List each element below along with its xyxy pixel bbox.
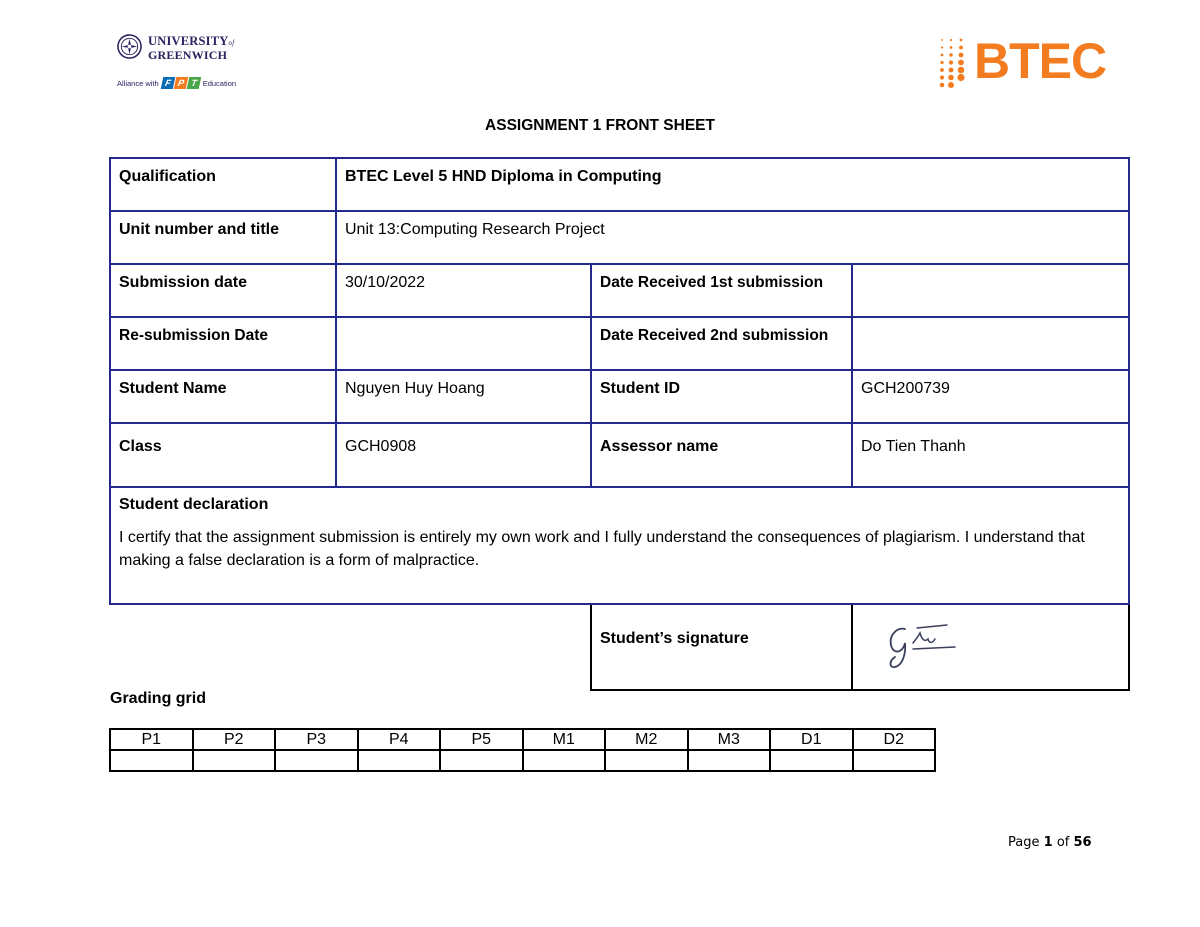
grading-grid-value-row xyxy=(110,750,935,771)
unit-label: Unit number and title xyxy=(110,211,336,264)
declaration-row xyxy=(110,487,1129,604)
student-row xyxy=(110,370,1129,423)
greenwich-seal-icon xyxy=(117,34,142,59)
student-name-value: Nguyen Huy Hoang xyxy=(336,370,591,423)
grade-header-m2: M2 xyxy=(605,729,688,750)
class-value: GCH0908 xyxy=(336,423,591,487)
declaration-cell xyxy=(110,487,1129,604)
signature-row xyxy=(110,604,1129,690)
grade-cell-m3 xyxy=(688,750,771,771)
resubmission-value xyxy=(336,317,591,370)
grade-header-m3: M3 xyxy=(688,729,771,750)
grade-cell-p2 xyxy=(193,750,276,771)
grade-header-p5: P5 xyxy=(440,729,523,750)
alliance-text: Alliance with xyxy=(117,78,159,88)
unit-value: Unit 13:Computing Research Project xyxy=(336,211,1129,264)
student-id-label: Student ID xyxy=(591,370,852,423)
grade-cell-p4 xyxy=(358,750,441,771)
qualification-label: Qualification xyxy=(110,158,336,211)
grade-header-p2: P2 xyxy=(193,729,276,750)
document-title: ASSIGNMENT 1 FRONT SHEET xyxy=(485,117,715,134)
student-id-value: GCH200739 xyxy=(852,370,1129,423)
btec-dot xyxy=(941,54,944,57)
declaration-title: Student declaration xyxy=(119,496,269,513)
assessor-label: Assessor name xyxy=(591,423,852,487)
assessor-value: Do Tien Thanh xyxy=(852,423,1129,487)
submission-row xyxy=(110,264,1129,317)
grade-header-d1: D1 xyxy=(770,729,853,750)
grading-grid-header-row xyxy=(110,729,935,750)
grading-grid xyxy=(109,728,936,772)
student-name-label: Student Name xyxy=(110,370,336,423)
fpt-letter: T xyxy=(186,77,201,89)
unit-row xyxy=(110,211,1129,264)
btec-dot xyxy=(950,39,952,41)
grade-header-p4: P4 xyxy=(358,729,441,750)
university-of-greenwich-logo xyxy=(117,33,252,93)
btec-dot xyxy=(959,46,963,50)
btec-dot xyxy=(940,83,945,88)
resubmission-label: Re-submission Date xyxy=(110,317,336,370)
grade-cell-m2 xyxy=(605,750,688,771)
submission-date-label: Submission date xyxy=(110,264,336,317)
fpt-letter: F xyxy=(160,77,175,89)
grade-cell-p1 xyxy=(110,750,193,771)
grade-header-d2: D2 xyxy=(853,729,936,750)
submission-date-value: 30/10/2022 xyxy=(336,264,591,317)
btec-dot xyxy=(940,75,944,79)
grade-cell-p5 xyxy=(440,750,523,771)
btec-dot xyxy=(949,60,953,64)
date-received-1-label: Date Received 1st submission xyxy=(591,264,852,317)
btec-dot xyxy=(959,53,964,58)
date-received-2-label: Date Received 2nd submission xyxy=(591,317,852,370)
date-received-2-value xyxy=(852,317,1129,370)
btec-logo xyxy=(936,34,1121,94)
btec-dot xyxy=(940,68,944,72)
class-row xyxy=(110,423,1129,487)
fpt-alliance-line xyxy=(117,77,236,89)
grade-cell-p3 xyxy=(275,750,358,771)
qualification-value: BTEC Level 5 HND Diploma in Computing xyxy=(336,158,1129,211)
page-number: Page 1 of 56 xyxy=(1008,835,1092,850)
grade-header-m1: M1 xyxy=(523,729,606,750)
btec-dot xyxy=(940,61,943,64)
btec-dot xyxy=(941,39,943,41)
fpt-logo xyxy=(162,77,200,89)
front-sheet-table xyxy=(109,157,1130,691)
fpt-letter: P xyxy=(173,77,188,89)
grade-header-p1: P1 xyxy=(110,729,193,750)
university-name: UNIVERSITYof GREENWICH xyxy=(148,34,235,62)
resubmission-row xyxy=(110,317,1129,370)
btec-dot xyxy=(958,67,965,74)
grade-cell-d2 xyxy=(853,750,936,771)
btec-dot xyxy=(960,39,963,42)
signature-cell xyxy=(852,604,1129,690)
btec-dot xyxy=(949,53,953,57)
btec-dot xyxy=(949,68,954,73)
btec-wordmark: BTEC xyxy=(974,33,1107,89)
class-label: Class xyxy=(110,423,336,487)
btec-dot xyxy=(948,82,954,88)
education-text: Education xyxy=(202,78,237,88)
btec-dot xyxy=(958,60,964,66)
handwritten-signature xyxy=(883,613,973,673)
date-received-1-value xyxy=(852,264,1129,317)
blank-cell xyxy=(110,604,591,690)
grade-header-p3: P3 xyxy=(275,729,358,750)
grading-grid-title: Grading grid xyxy=(110,690,206,707)
btec-dot xyxy=(957,74,964,81)
btec-dot xyxy=(941,46,943,48)
declaration-text: I certify that the assignment submission is entirely my own work and I fully understand the consequences of plagiarism. I understand that making a false declaration is a form of malpractice. xyxy=(119,529,1085,569)
btec-dot xyxy=(948,75,954,81)
grade-cell-d1 xyxy=(770,750,853,771)
signature-label: Student’s signature xyxy=(591,604,852,690)
qualification-row xyxy=(110,158,1129,211)
btec-dot xyxy=(950,46,953,49)
grade-cell-m1 xyxy=(523,750,606,771)
btec-dots-icon xyxy=(936,34,972,90)
